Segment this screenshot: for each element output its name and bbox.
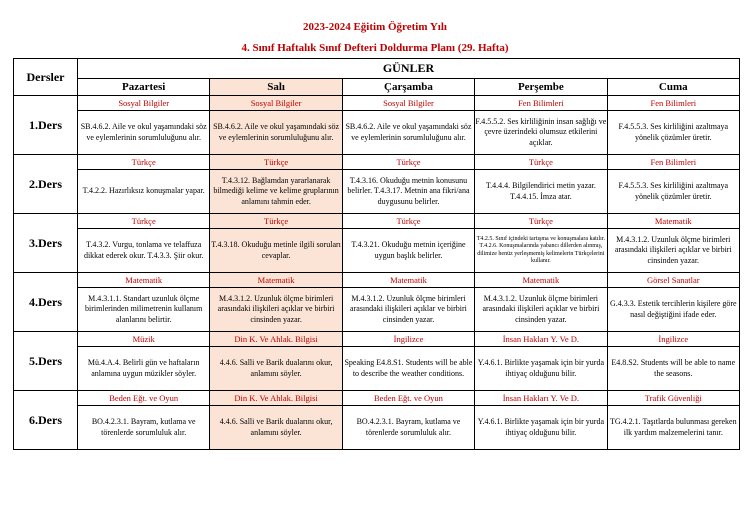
- objective-cell: T.4.2.2. Hazırlıksız konuşmalar yapar.: [78, 170, 210, 214]
- subject-cell: Türkçe: [342, 214, 474, 229]
- subject-cell: Türkçe: [475, 214, 607, 229]
- objective-cell: 4.4.6. Salli ve Barik dualarını okur, anlamını söyler.: [210, 406, 342, 450]
- subject-cell: Sosyal Bilgiler: [210, 96, 342, 111]
- objective-row-5: [14, 347, 740, 391]
- subject-cell: Din K. Ve Ahlak. Bilgisi: [210, 332, 342, 347]
- objective-cell: 4.4.6. Salli ve Barik dualarını okur, anlamını söyler.: [210, 347, 342, 391]
- subject-cell: Matematik: [607, 214, 739, 229]
- objective-cell: SB.4.6.2. Aile ve okul yaşamındaki söz ve eylemlerinin sorumluluğunu alır.: [210, 111, 342, 155]
- lesson-label: 3.Ders: [14, 214, 78, 273]
- lesson-label: 5.Ders: [14, 332, 78, 391]
- day-header-pazartesi: Pazartesi: [78, 79, 210, 96]
- objective-row-1: [14, 111, 740, 155]
- objective-row-6: [14, 406, 740, 450]
- subject-cell: Türkçe: [78, 155, 210, 170]
- subject-row-4: [14, 273, 740, 288]
- objective-cell: T.4.3.16. Okuduğu metnin konusunu belirler. T.4.3.17. Metnin ana fikri/ana duygusunu belirler.: [342, 170, 474, 214]
- gunler-header: GÜNLER: [78, 59, 740, 79]
- subject-cell: Sosyal Bilgiler: [78, 96, 210, 111]
- subject-cell: Matematik: [475, 273, 607, 288]
- objective-row-3: [14, 229, 740, 273]
- objective-cell: T.4.3.2. Vurgu, tonlama ve telaffuza dikkat ederek okur. T.4.3.3. Şiir okur.: [78, 229, 210, 273]
- days-row: [14, 79, 740, 96]
- lesson-label: 1.Ders: [14, 96, 78, 155]
- subject-row-2: [14, 155, 740, 170]
- subject-cell: Türkçe: [342, 155, 474, 170]
- document-subtitle: 4. Sınıf Haftalık Sınıf Defteri Doldurma Planı (29. Hafta): [241, 42, 509, 54]
- subject-cell: Matematik: [78, 273, 210, 288]
- objective-cell: Y.4.6.1. Birlikte yaşamak için bir yurda ihtiyaç olduğunu bilir.: [475, 347, 607, 391]
- subject-cell: İngilizce: [607, 332, 739, 347]
- objective-cell: T.4.3.12. Bağlamdan yararlanarak bilmediği kelime ve kelime gruplarının anlamını tahmin eder.: [210, 170, 342, 214]
- objective-cell: T.4.4.4. Bilgilendirici metin yazar. T.4.4.15. İmza atar.: [475, 170, 607, 214]
- subject-cell: Türkçe: [210, 155, 342, 170]
- subject-cell: Matematik: [210, 273, 342, 288]
- objective-row-2: [14, 170, 740, 214]
- objective-cell: G.4.3.3. Estetik tercihlerin kişilere göre nasıl değiştiğini ifade eder.: [607, 288, 739, 332]
- day-header-sali: Salı: [210, 79, 342, 96]
- objective-cell: SB.4.6.2. Aile ve okul yaşamındaki söz ve eylemlerinin sorumluluğunu alır.: [342, 111, 474, 155]
- objective-cell: T.4.3.21. Okuduğu metnin içeriğine uygun başlık belirler.: [342, 229, 474, 273]
- subject-cell: İnsan Hakları Y. Ve D.: [475, 391, 607, 406]
- subject-row-6: [14, 391, 740, 406]
- objective-cell: BO.4.2.3.1. Bayram, kutlama ve törenlerde sorumluluk alır.: [342, 406, 474, 450]
- lesson-label: 4.Ders: [14, 273, 78, 332]
- day-header-cuma: Cuma: [607, 79, 739, 96]
- subject-cell: Sosyal Bilgiler: [342, 96, 474, 111]
- objective-cell: M.4.3.1.2. Uzunluk ölçme birimleri arasındaki ilişkileri açıklar ve birbiri cinsinden yazar.: [342, 288, 474, 332]
- subject-cell: Türkçe: [475, 155, 607, 170]
- day-header-persembe: Perşembe: [475, 79, 607, 96]
- weekly-plan-table: [13, 58, 740, 450]
- subject-row-1: [14, 96, 740, 111]
- objective-cell: T4.2.5. Sınıf içindeki tartışma ve konuşmalara katılır. T.4.2.6. Konuşmalarında yabancı dillerden alınmış, dilimize henüz yerleşmemiş kelimelerin Türkçelerini kullanır.: [475, 229, 607, 273]
- subject-cell: Fen Bilimleri: [475, 96, 607, 111]
- objective-cell: F.4.5.5.3. Ses kirliliğini azaltmaya yönelik çözümler üretir.: [607, 170, 739, 214]
- objective-cell: Mü.4.A.4. Belirli gün ve haftaların anlamına uygun müzikler söyler.: [78, 347, 210, 391]
- objective-cell: TG.4.2.1. Taşıtlarda bulunması gereken ilk yardım malzemelerini tanır.: [607, 406, 739, 450]
- subject-cell: Türkçe: [78, 214, 210, 229]
- objective-cell: M.4.3.1.1. Standart uzunluk ölçme birimlerinden milimetrenin kullanım alanlarını belirtir.: [78, 288, 210, 332]
- subject-row-5: [14, 332, 740, 347]
- objective-cell: M.4.3.1.2. Uzunluk ölçme birimleri arasındaki ilişkileri açıklar ve birbiri cinsinden yazar.: [607, 229, 739, 273]
- objective-cell: F.4.5.5.3. Ses kirliliğini azaltmaya yönelik çözümler üretir.: [607, 111, 739, 155]
- document-header: [0, 0, 750, 55]
- objective-cell: SB.4.6.2. Aile ve okul yaşamındaki söz ve eylemlerinin sorumluluğunu alır.: [78, 111, 210, 155]
- day-header-carsamba: Çarşamba: [342, 79, 474, 96]
- lesson-label: 6.Ders: [14, 391, 78, 450]
- subject-cell: Görsel Sanatlar: [607, 273, 739, 288]
- objective-cell: Speaking E4.8.S1. Students will be able to describe the weather conditions.: [342, 347, 474, 391]
- subject-cell: Türkçe: [210, 214, 342, 229]
- objective-row-4: [14, 288, 740, 332]
- subject-cell: Beden Eğt. ve Oyun: [342, 391, 474, 406]
- objective-cell: BO.4.2.3.1. Bayram, kutlama ve törenlerde sorumluluk alır.: [78, 406, 210, 450]
- subject-row-3: [14, 214, 740, 229]
- subject-cell: Beden Eğt. ve Oyun: [78, 391, 210, 406]
- subject-cell: Fen Bilimleri: [607, 96, 739, 111]
- subject-cell: İngilizce: [342, 332, 474, 347]
- document-title: 2023-2024 Eğitim Öğretim Yılı: [303, 21, 447, 33]
- objective-cell: F.4.5.5.2. Ses kirliliğinin insan sağlığı ve çevre üzerindeki olumsuz etkilerini açıklar.: [475, 111, 607, 155]
- objective-cell: Y.4.6.1. Birlikte yaşamak için bir yurda ihtiyaç olduğunu bilir.: [475, 406, 607, 450]
- objective-cell: T.4.3.18. Okuduğu metinle ilgili soruları cevaplar.: [210, 229, 342, 273]
- dersler-header: Dersler: [14, 59, 78, 96]
- subject-cell: Müzik: [78, 332, 210, 347]
- subject-cell: Din K. Ve Ahlak. Bilgisi: [210, 391, 342, 406]
- subject-cell: Matematik: [342, 273, 474, 288]
- subject-cell: İnsan Hakları Y. Ve D.: [475, 332, 607, 347]
- objective-cell: M.4.3.1.2. Uzunluk ölçme birimleri arasındaki ilişkileri açıklar ve birbiri cinsinden yazar.: [210, 288, 342, 332]
- subject-cell: Fen Bilimleri: [607, 155, 739, 170]
- objective-cell: M.4.3.1.2. Uzunluk ölçme birimleri arasındaki ilişkileri açıklar ve birbiri cinsinden yazar.: [475, 288, 607, 332]
- header-row: [14, 59, 740, 79]
- subject-cell: Trafik Güvenliği: [607, 391, 739, 406]
- lesson-label: 2.Ders: [14, 155, 78, 214]
- objective-cell: E4.8.S2. Students will be able to name the seasons.: [607, 347, 739, 391]
